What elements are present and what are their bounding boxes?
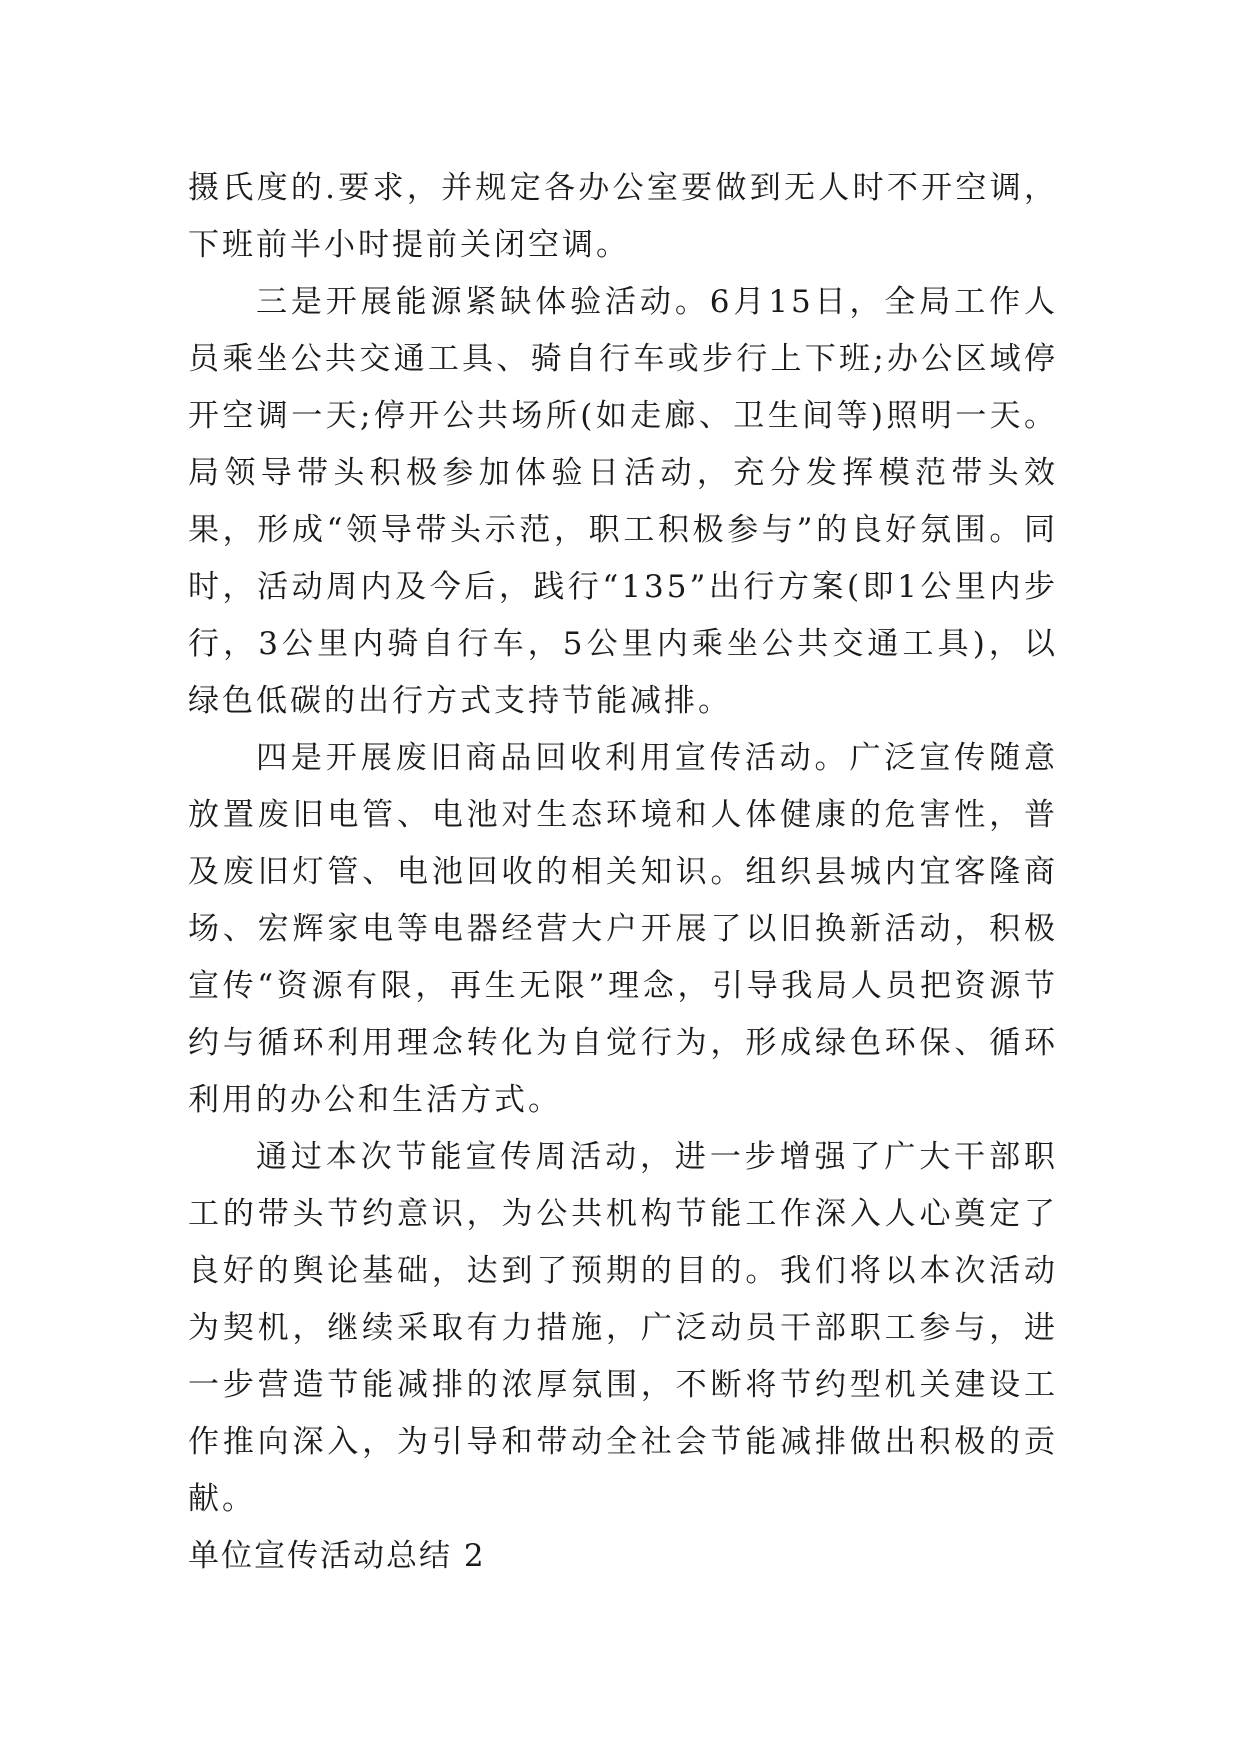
paragraph-continuation: 摄氏度的.要求，并规定各办公室要做到无人时不开空调，下班前半小时提前关闭空调。 <box>188 170 1058 263</box>
section-heading: 单位宣传活动总结 2 <box>188 1538 486 1574</box>
paragraph-energy-experience: 三是开展能源紧缺体验活动。6月15日，全局工作人员乘坐公共交通工具、骑自行车或步行上下班;办公区域停开空调一天;停开公共场所(如走廊、卫生间等)照明一天。局领导带头积极参加体验日活动，充分发挥模范带头效果，形成“领导带头示范，职工积极参与”的良好氛围。同时，活动周内及今后，践行“135”出行方案(即1公里内步行，3公里内骑自行车，5公里内乘坐公共交通工具)，以绿色低碳的出行方式支持节能减排。 <box>188 284 1058 719</box>
document-body <box>188 160 1058 1585</box>
paragraph-conclusion: 通过本次节能宣传周活动，进一步增强了广大干部职工的带头节约意识，为公共机构节能工作深入人心奠定了良好的舆论基础，达到了预期的目的。我们将以本次活动为契机，继续采取有力措施，广泛动员干部职工参与，进一步营造节能减排的浓厚氛围，不断将节约型机关建设工作推向深入，为引导和带动全社会节能减排做出积极的贡献。 <box>188 1139 1058 1517</box>
paragraph-recycling: 四是开展废旧商品回收利用宣传活动。广泛宣传随意放置废旧电管、电池对生态环境和人体健康的危害性，普及废旧灯管、电池回收的相关知识。组织县城内宜客隆商场、宏辉家电等电器经营大户开展了以旧换新活动，积极宣传“资源有限，再生无限”理念，引导我局人员把资源节约与循环利用理念转化为自觉行为，形成绿色环保、循环利用的办公和生活方式。 <box>188 740 1058 1118</box>
